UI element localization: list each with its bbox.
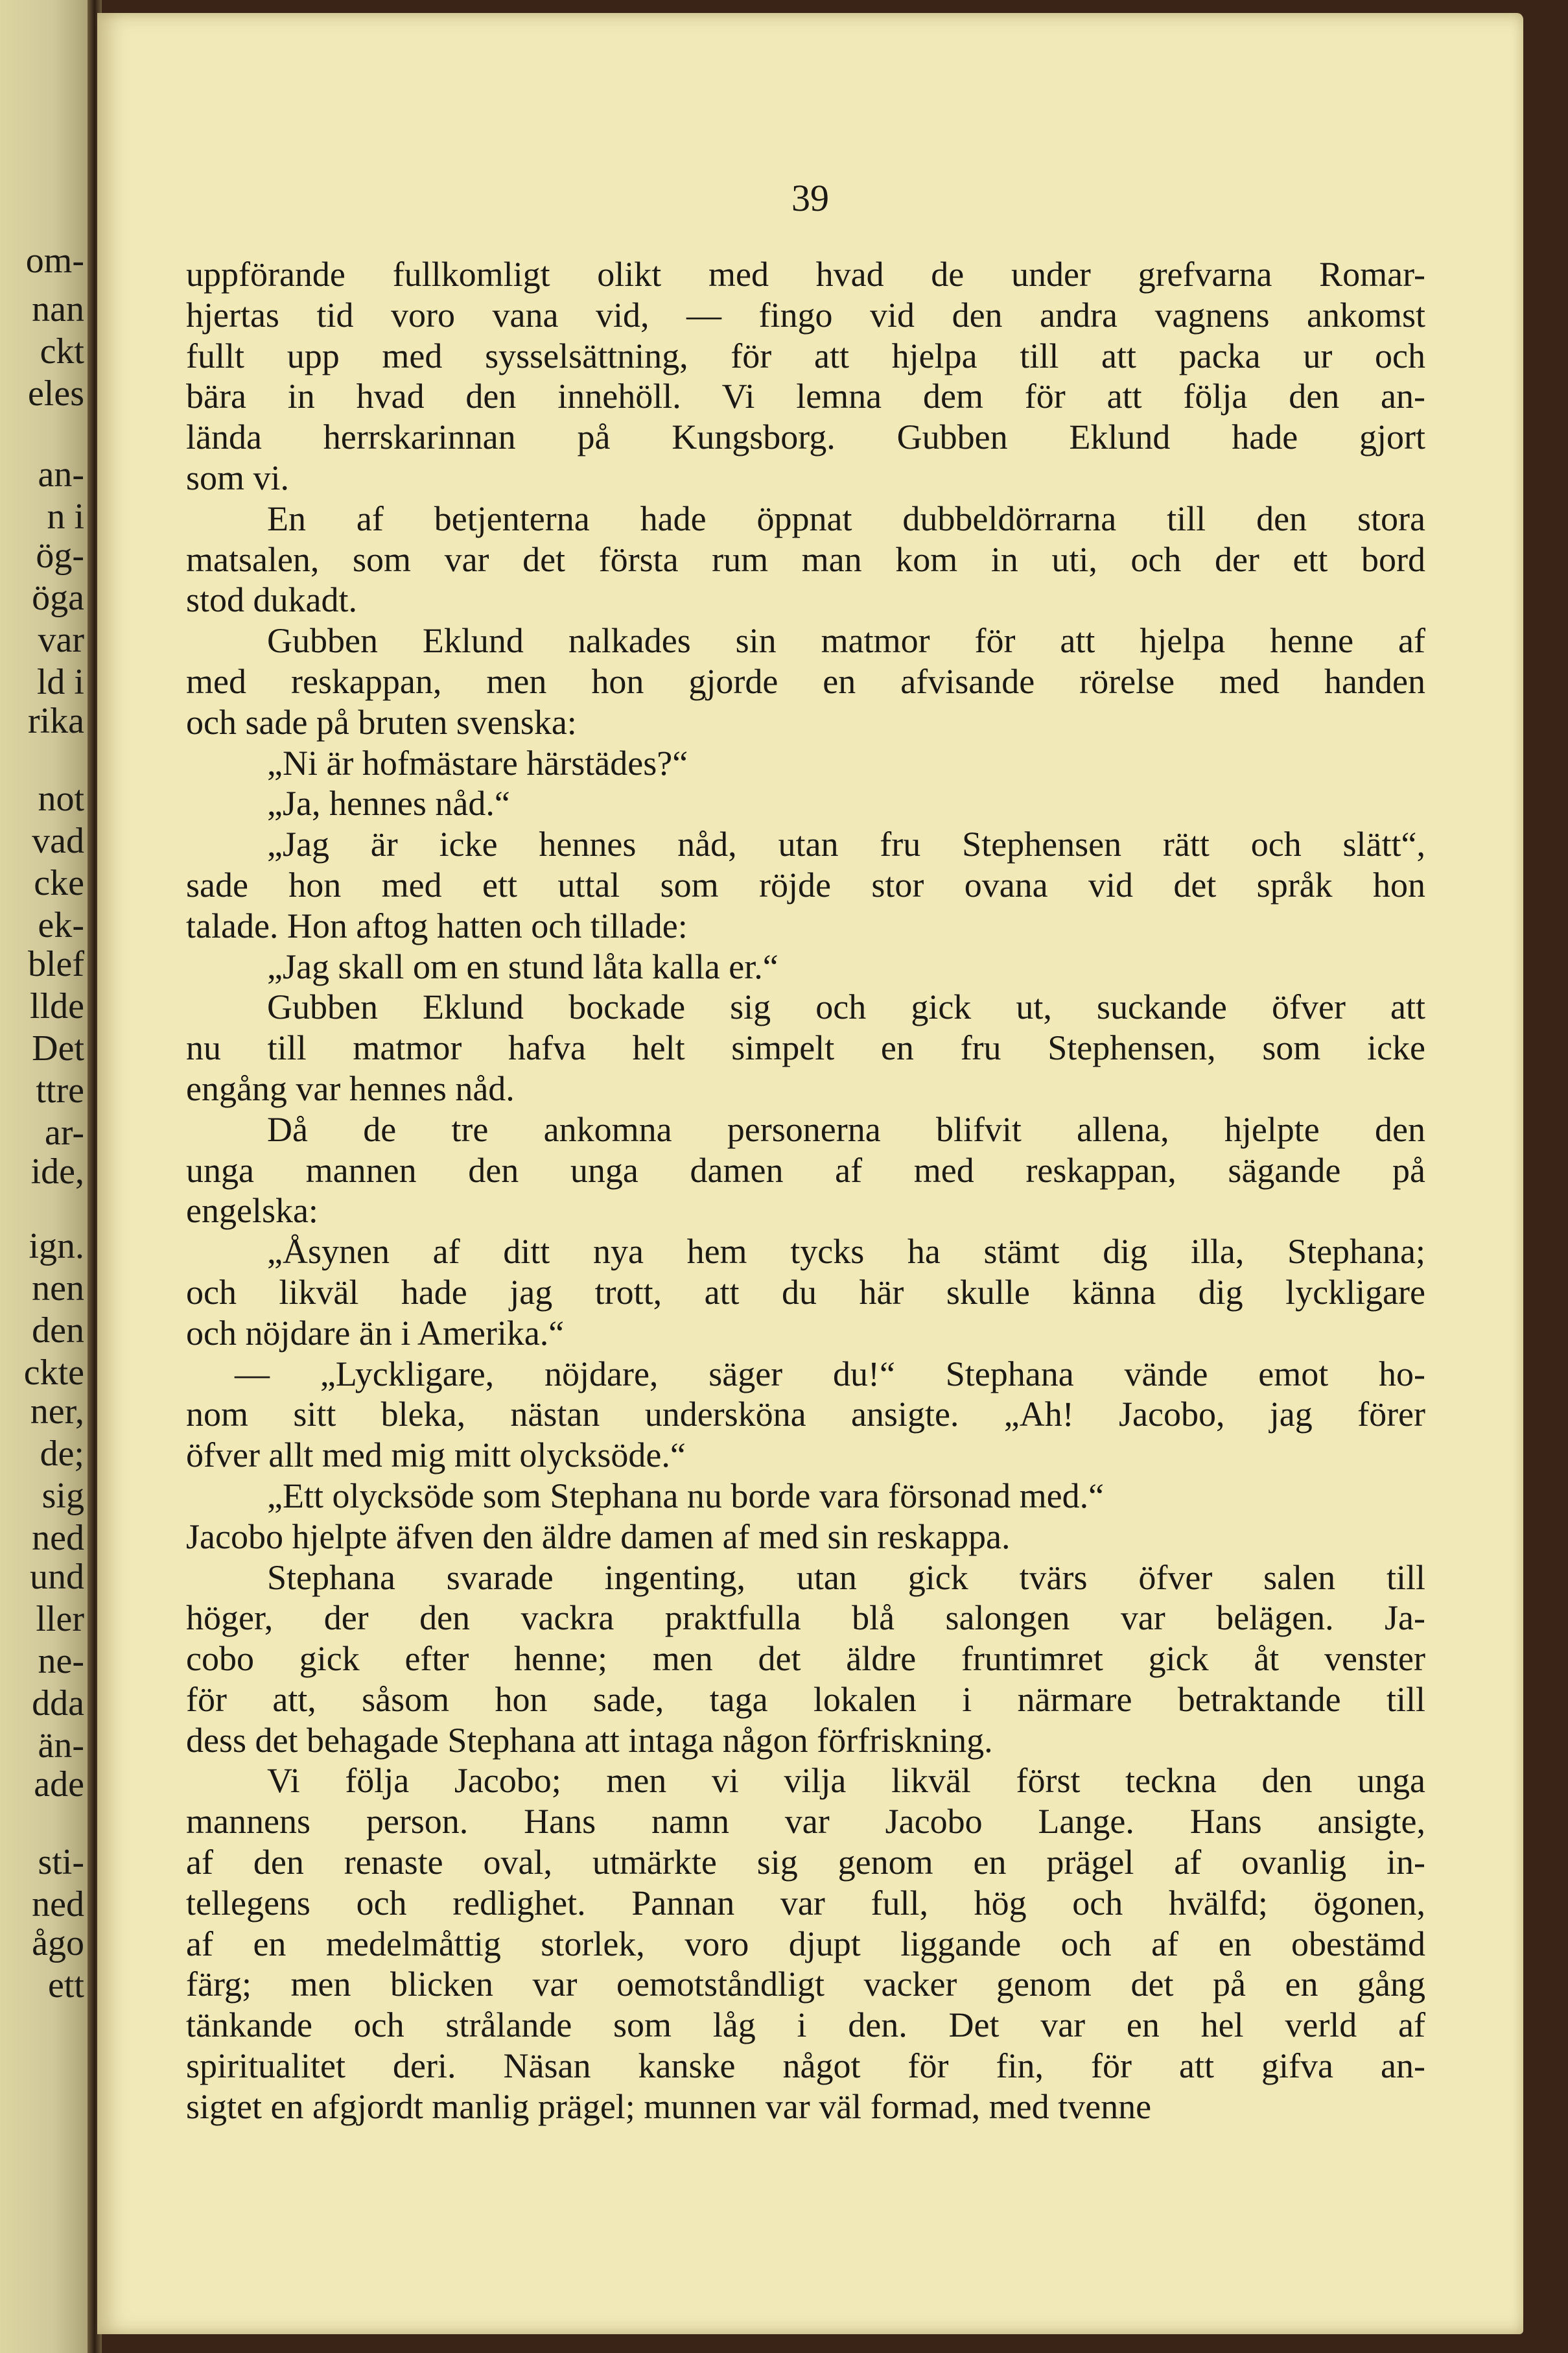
text-line: stod dukadt. [186, 580, 357, 620]
left-margin-fragment: n i [47, 497, 84, 537]
left-margin-fragment: rika [27, 701, 84, 741]
book-page [97, 13, 1523, 2334]
left-margin-fragment: llde [30, 986, 84, 1026]
text-line: engelska: [186, 1191, 318, 1231]
text-line: färg; men blicken var oemotståndligt vacker genom det på en gång [186, 1965, 1425, 2004]
text-line: Då de tre ankomna personerna blifvit allena, hjelpte den [267, 1109, 1425, 1149]
left-margin-fragment: ög- [36, 536, 84, 576]
left-margin-fragment: not [38, 779, 84, 819]
left-margin-fragment: ned [32, 1518, 84, 1558]
text-line: „Jag är icke hennes nåd, utan fru Stephensen rätt och slätt“, [267, 825, 1425, 864]
left-margin-fragment: nen [32, 1268, 84, 1308]
left-margin-fragment: dda [32, 1683, 84, 1723]
text-line: höger, der den vackra praktfulla blå salongen var belägen. Ja- [186, 1598, 1425, 1638]
left-margin-fragment: ner, [30, 1391, 84, 1432]
text-line: „Ett olycksöde som Stephana nu borde vara försonad med.“ [267, 1476, 1105, 1515]
text-line: med reskappan, men hon gjorde en afvisande rörelse med handen [186, 661, 1425, 701]
text-line: „Åsynen af ditt nya hem tycks ha stämt dig illa, Stephana; [267, 1232, 1425, 1271]
text-line: „Jag skall om en stund låta kalla er.“ [267, 947, 778, 986]
left-margin-fragment: ttre [36, 1070, 84, 1111]
left-margin-fragment: om- [25, 241, 84, 281]
left-margin-fragment: ide, [30, 1152, 84, 1192]
left-margin-fragment: ckt [40, 331, 84, 372]
text-line: Gubben Eklund nalkades sin matmor för att hjelpa henne af [267, 621, 1425, 661]
text-line: och nöjdare än i Amerika.“ [186, 1313, 565, 1353]
text-line: uppförande fullkomligt olikt med hvad de under grefvarna Romar- [186, 255, 1425, 294]
text-line: unga mannen den unga damen af med reskappan, sägande på [186, 1150, 1425, 1190]
left-margin-fragment: vad [32, 821, 84, 861]
left-margin-fragment: ckte [23, 1353, 84, 1393]
text-line: fullt upp med sysselsättning, för att hjelpa till att packa ur och [186, 336, 1425, 375]
left-margin-fragment: ld i [36, 662, 84, 702]
text-line: öfver allt med mig mitt olycksöde.“ [186, 1436, 686, 1475]
left-margin-fragment: blef [27, 944, 84, 984]
left-margin-fragment: ar- [44, 1113, 84, 1153]
left-margin-fragment: cke [34, 863, 84, 903]
left-margin-fragment: nan [32, 289, 84, 329]
body-text [186, 254, 1425, 2127]
text-line: hjertas tid voro vana vid, — fingo vid den andra vagnens ankomst [186, 295, 1425, 335]
text-line: matsalen, som var det första rum man kom in uti, och der ett bord [186, 539, 1425, 579]
left-margin-fragment: ne- [38, 1641, 84, 1681]
left-margin-fragment: ade [34, 1764, 84, 1804]
text-line: Jacobo hjelpte äfven den äldre damen af med sin reskappa. [186, 1517, 1011, 1556]
left-margin-fragment: an- [38, 455, 84, 495]
text-line: tänkande och strålande som låg i den. Det var en hel verld af [186, 2005, 1425, 2045]
text-line: engång var hennes nåd. [186, 1069, 515, 1108]
text-line: för att, såsom hon sade, taga lokalen i närmare betraktande till [186, 1679, 1425, 1719]
text-line: Vi följa Jacobo; men vi vilja likväl först teckna den unga [267, 1761, 1425, 1801]
left-margin-fragment: eles [27, 373, 84, 414]
left-margin-fragment: öga [32, 578, 84, 618]
text-line: tellegens och redlighet. Pannan var full, hög och hvälfd; ögonen, [186, 1883, 1425, 1922]
text-line: sade hon med ett uttal som röjde stor ovana vid det språk hon [186, 865, 1425, 905]
text-line: och likväl hade jag trott, att du här skulle känna dig lyckligare [186, 1272, 1425, 1312]
text-line: cobo gick efter henne; men det äldre fruntimret gick åt venster [186, 1639, 1425, 1679]
left-margin-fragment: var [38, 620, 84, 660]
left-margin-fragment: sig [41, 1476, 84, 1516]
text-line: och sade på bruten svenska: [186, 702, 577, 742]
text-line: En af betjenterna hade öppnat dubbeldörrarna till den stora [267, 499, 1425, 538]
text-line: bära in hvad den innehöll. Vi lemna dem för att följa den an- [186, 377, 1425, 416]
left-margin-fragment: än- [38, 1725, 84, 1766]
text-line: — „Lyckligare, nöjdare, säger du!“ Stephana vände emot ho- [235, 1354, 1425, 1393]
left-margin-fragment: ign. [29, 1226, 84, 1266]
text-line: Stephana svarade ingenting, utan gick tvärs öfver salen till [267, 1557, 1425, 1597]
text-line: sigtet en afgjordt manlig prägel; munnen var väl formad, med tvenne [186, 2087, 1152, 2126]
text-line: talade. Hon aftog hatten och tillade: [186, 906, 688, 945]
left-margin-fragment: sti- [38, 1842, 84, 1882]
text-line: dess det behagade Stephana att intaga någon förfriskning. [186, 1720, 993, 1760]
text-line: „Ja, hennes nåd.“ [267, 784, 510, 823]
text-line: mannens person. Hans namn var Jacobo Lange. Hans ansigte, [186, 1802, 1425, 1841]
text-line: af den renaste oval, utmärkte sig genom en prägel af ovanlig in- [186, 1843, 1425, 1882]
text-line: „Ni är hofmästare härstädes?“ [267, 743, 688, 783]
text-line: nu till matmor hafva helt simpelt en fru Stephensen, som icke [186, 1028, 1425, 1068]
left-margin-fragment: den [32, 1310, 84, 1351]
left-margin-fragment: de; [40, 1434, 84, 1474]
left-margin-fragment: ett [48, 1965, 84, 2005]
left-margin-fragment: ek- [38, 905, 84, 945]
text-line: af en medelmåttig storlek, voro djupt liggande och af en obestämd [186, 1924, 1425, 1963]
left-margin-fragment: Det [32, 1028, 84, 1069]
text-line: Gubben Eklund bockade sig och gick ut, suckande öfver att [267, 987, 1425, 1027]
left-margin-fragment: ågo [32, 1923, 84, 1963]
left-margin-fragment: ller [36, 1599, 84, 1639]
left-page-margin-text [0, 45, 88, 2334]
text-line: nom sitt bleka, nästan undersköna ansigte. „Ah! Jacobo, jag förer [186, 1395, 1425, 1434]
left-margin-fragment: ned [32, 1884, 84, 1924]
text-line: spiritualitet deri. Näsan kanske något för fin, för att gifva an- [186, 2046, 1425, 2086]
text-line: som vi. [186, 458, 290, 497]
left-margin-fragment: und [30, 1557, 84, 1597]
text-line: lända herrskarinnan på Kungsborg. Gubben Eklund hade gjort [186, 418, 1425, 457]
page-number: 39 [791, 177, 829, 219]
